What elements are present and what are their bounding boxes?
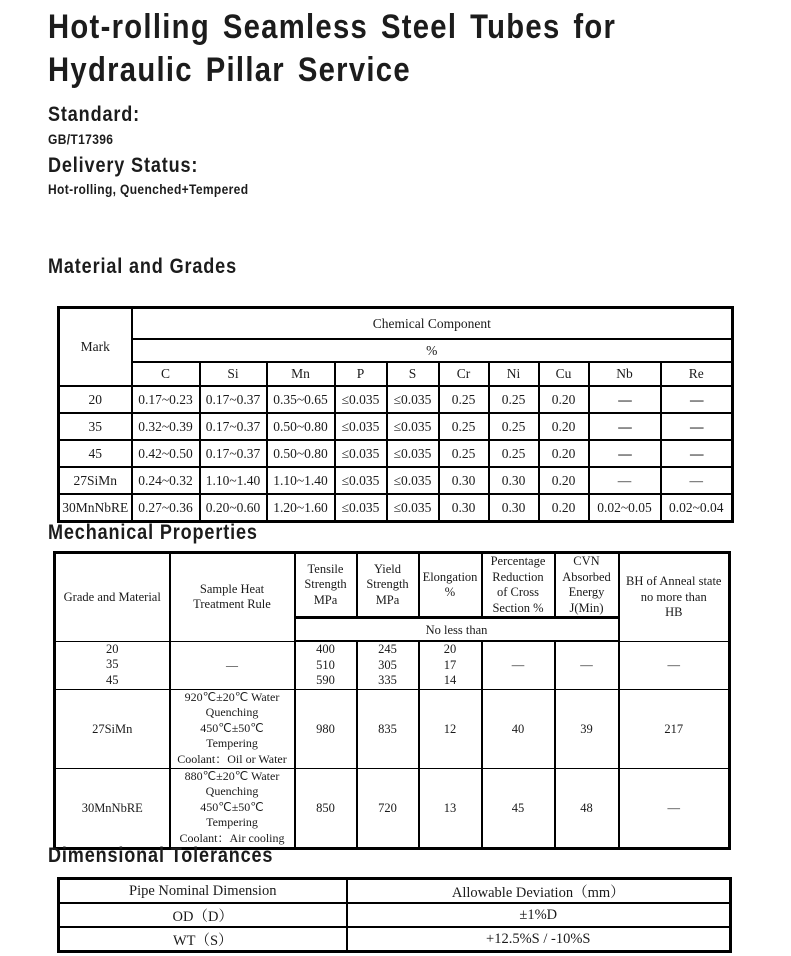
chem-cell: 0.25: [439, 413, 489, 440]
table-row: [55, 689, 730, 768]
chem-cell: 0.30: [489, 467, 539, 494]
mech-cell-elongation: 13: [419, 768, 482, 848]
mech-cell-treatment: 920℃±20℃ Water Quenching 450℃±50℃ Tempering Coolant：Oil or Water: [170, 689, 295, 768]
chem-col-nb: Nb: [589, 362, 661, 386]
mech-cell-bh: 217: [619, 689, 730, 768]
chem-col-s: S: [387, 362, 439, 386]
standard-label: Standard:: [48, 103, 141, 126]
chem-col-cr: Cr: [439, 362, 489, 386]
chem-cell: 0.35~0.65: [267, 386, 335, 413]
chem-cell: 0.20: [539, 386, 589, 413]
dim-header-deviation: Allowable Deviation（mm）: [347, 879, 731, 904]
table-row: [55, 641, 730, 689]
page-title-line-1: Hot-rolling Seamless Steel Tubes for: [48, 8, 617, 46]
mech-cell-treatment: 880℃±20℃ Water Quenching 450℃±50℃ Tempering Coolant：Air cooling: [170, 768, 295, 848]
chem-cell: 0.24~0.32: [132, 467, 200, 494]
chem-cell: 0.17~0.37: [200, 386, 267, 413]
table-row: [55, 768, 730, 848]
table-row: [59, 494, 733, 522]
chem-cell: ≤0.035: [335, 413, 387, 440]
chem-cell: 0.02~0.05: [589, 494, 661, 522]
chem-cell: ≤0.035: [335, 494, 387, 522]
chem-cell: 35: [59, 413, 132, 440]
mech-header-bh: BH of Anneal state no more than HB: [619, 553, 730, 642]
mech-cell-tensile: 850: [295, 768, 357, 848]
chem-cell: 0.17~0.23: [132, 386, 200, 413]
chem-cell: 0.20: [539, 467, 589, 494]
mech-header-tensile: Tensile Strength MPa: [295, 553, 357, 618]
chem-cell: 1.10~1.40: [200, 467, 267, 494]
table-row: [59, 927, 731, 952]
chem-cell: 0.20: [539, 494, 589, 522]
mech-header-treatment: Sample Heat Treatment Rule: [170, 553, 295, 642]
chem-cell: —: [589, 413, 661, 440]
chem-cell: ≤0.035: [335, 467, 387, 494]
mech-cell-treatment: —: [170, 641, 295, 689]
chem-cell: 0.25: [439, 440, 489, 467]
mech-cell-reduction: 45: [482, 768, 555, 848]
mech-cell-grades: 27SiMn: [55, 689, 170, 768]
chem-cell: ≤0.035: [387, 467, 439, 494]
chem-cell: 0.17~0.37: [200, 440, 267, 467]
mech-cell-reduction: 40: [482, 689, 555, 768]
chem-cell: 0.32~0.39: [132, 413, 200, 440]
mech-cell-reduction: —: [482, 641, 555, 689]
chem-cell: —: [589, 467, 661, 494]
chem-header-mark: Mark: [59, 308, 132, 387]
chem-cell: 0.17~0.37: [200, 413, 267, 440]
chem-cell: ≤0.035: [387, 440, 439, 467]
table-row: [59, 903, 731, 927]
mech-cell-grades: 20 35 45: [55, 641, 170, 689]
chem-cell: —: [661, 467, 733, 494]
chem-cell: —: [589, 386, 661, 413]
chem-cell: 0.25: [489, 413, 539, 440]
chem-cell: ≤0.035: [387, 413, 439, 440]
dimensional-tolerances-table: [57, 877, 732, 953]
chem-cell: 0.30: [489, 494, 539, 522]
page-title-line-2: Hydraulic Pillar Service: [48, 51, 411, 89]
mech-cell-elongation: 12: [419, 689, 482, 768]
table-row: [59, 467, 733, 494]
chem-col-re: Re: [661, 362, 733, 386]
dimensional-tolerances-heading: Dimensional Tolerances: [48, 844, 274, 867]
mech-no-less-than-cell: No less than: [295, 618, 619, 642]
standard-value: GB/T17396: [48, 131, 114, 147]
chem-cell: 1.20~1.60: [267, 494, 335, 522]
chem-cell: ≤0.035: [335, 386, 387, 413]
chem-cell: —: [661, 413, 733, 440]
chem-col-mn: Mn: [267, 362, 335, 386]
chem-cell: —: [661, 440, 733, 467]
chem-cell: 0.30: [439, 467, 489, 494]
chem-col-ni: Ni: [489, 362, 539, 386]
delivery-status-value: Hot-rolling, Quenched+Tempered: [48, 181, 249, 197]
chem-cell: 0.30: [439, 494, 489, 522]
mech-header-yield: Yield Strength MPa: [357, 553, 419, 618]
chem-cell: 0.20~0.60: [200, 494, 267, 522]
chem-cell: 0.20: [539, 440, 589, 467]
table-row: [59, 413, 733, 440]
chem-cell: 27SiMn: [59, 467, 132, 494]
mech-cell-yield: 835: [357, 689, 419, 768]
chem-cell: ≤0.035: [387, 386, 439, 413]
chem-cell: 0.50~0.80: [267, 440, 335, 467]
dim-cell-od-value: ±1%D: [347, 903, 731, 927]
mech-cell-yield: 245 305 335: [357, 641, 419, 689]
mech-header-grade: Grade and Material: [55, 553, 170, 642]
mech-cell-bh: —: [619, 768, 730, 848]
chem-cell: ≤0.035: [387, 494, 439, 522]
mech-cell-cvn: 39: [555, 689, 619, 768]
mechanical-properties-heading: Mechanical Properties: [48, 521, 258, 544]
material-grades-heading: Material and Grades: [48, 255, 237, 278]
mech-cell-grades: 30MnNbRE: [55, 768, 170, 848]
table-row: [59, 386, 733, 413]
dim-cell-od: OD（D）: [59, 903, 347, 927]
mechanical-properties-table: [53, 551, 731, 850]
mech-header-reduction: Percentage Reduction of Cross Section %: [482, 553, 555, 618]
mech-cell-cvn: —: [555, 641, 619, 689]
dim-header-dimension: Pipe Nominal Dimension: [59, 879, 347, 904]
page-title: [48, 6, 709, 92]
chem-cell: —: [661, 386, 733, 413]
chem-header-group: Chemical Component: [132, 308, 733, 340]
chem-cell: 0.27~0.36: [132, 494, 200, 522]
chem-col-cu: Cu: [539, 362, 589, 386]
chem-cell: 1.10~1.40: [267, 467, 335, 494]
chem-col-c: C: [132, 362, 200, 386]
chem-cell: 0.25: [489, 440, 539, 467]
mech-cell-yield: 720: [357, 768, 419, 848]
mech-cell-tensile: 400 510 590: [295, 641, 357, 689]
mech-cell-cvn: 48: [555, 768, 619, 848]
chem-col-si: Si: [200, 362, 267, 386]
chem-header-unit: %: [132, 339, 733, 362]
chem-cell: —: [589, 440, 661, 467]
chem-cell: 20: [59, 386, 132, 413]
chem-cell: 45: [59, 440, 132, 467]
chem-cell: 0.25: [439, 386, 489, 413]
chem-cell: 0.02~0.04: [661, 494, 733, 522]
chem-col-p: P: [335, 362, 387, 386]
dim-cell-wt: WT（S）: [59, 927, 347, 952]
chem-cell: 0.25: [489, 386, 539, 413]
mech-header-elongation: Elongation %: [419, 553, 482, 618]
chem-cell: 0.20: [539, 413, 589, 440]
chemical-component-table: [57, 306, 734, 523]
mech-cell-tensile: 980: [295, 689, 357, 768]
chem-cell: ≤0.035: [335, 440, 387, 467]
table-row: [59, 440, 733, 467]
chem-cell: 0.50~0.80: [267, 413, 335, 440]
chem-cell: 0.42~0.50: [132, 440, 200, 467]
table-row: [59, 879, 731, 904]
mech-cell-elongation: 20 17 14: [419, 641, 482, 689]
mech-cell-bh: —: [619, 641, 730, 689]
delivery-status-label: Delivery Status:: [48, 154, 199, 177]
dim-cell-wt-value: +12.5%S / -10%S: [347, 927, 731, 952]
chem-cell: 30MnNbRE: [59, 494, 132, 522]
mech-header-cvn: CVN Absorbed Energy J(Min): [555, 553, 619, 618]
